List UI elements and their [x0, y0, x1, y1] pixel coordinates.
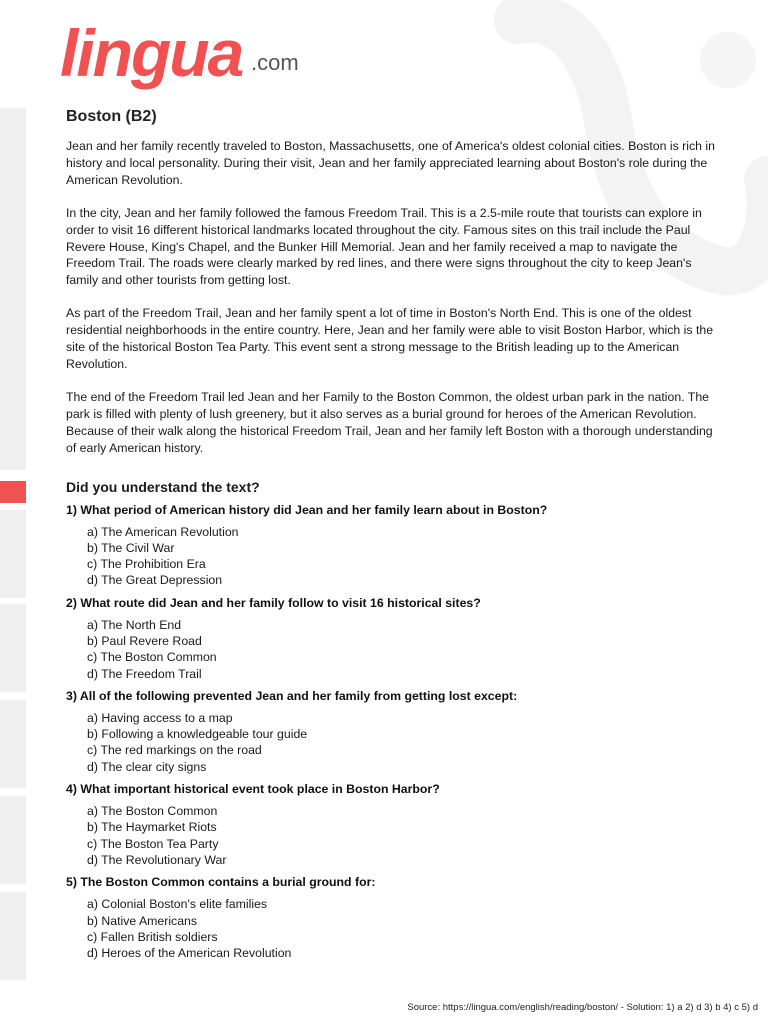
answer-options: [87, 896, 716, 961]
answer-options: [87, 524, 716, 589]
source-footer: Source: https://lingua.com/english/reading/boston/ - Solution: 1) a 2) d 3) b 4) c 5) d: [407, 1002, 758, 1013]
answer-option: d) The Revolutionary War: [87, 852, 227, 867]
answer-options: [87, 617, 716, 682]
answer-option: b) Native Americans: [87, 913, 198, 928]
answer-option: b) The Civil War: [87, 540, 175, 555]
question-text: 4) What important historical event took place in Boston Harbor?: [66, 782, 440, 797]
paragraph: Jean and her family recently traveled to Boston, Massachusetts, one of America's oldest colonial cities. Boston is rich in history and local personality. During their visit, Jean and her family appreciated learning about Boston's role during the American Revolution.: [66, 139, 715, 187]
quiz-question-3: [66, 689, 716, 775]
answer-option: a) The American Revolution: [87, 524, 239, 539]
page-title: Boston (B2): [66, 108, 157, 125]
sidebar-tab: [0, 700, 26, 788]
answer-option: c) The Boston Common: [87, 650, 217, 665]
question-text: 5) The Boston Common contains a burial ground for:: [66, 875, 376, 890]
sidebar-tab: [0, 510, 26, 598]
answer-option: b) Following a knowledgeable tour guide: [87, 727, 308, 742]
quiz-question-4: [66, 782, 716, 868]
answer-option: d) The Great Depression: [87, 573, 223, 588]
answer-option: a) The North End: [87, 617, 182, 632]
logo-main-text: lingua: [60, 16, 243, 90]
answer-option: c) Fallen British soldiers: [87, 929, 218, 944]
sidebar-tab: [0, 796, 26, 884]
answer-option: d) The Freedom Trail: [87, 666, 202, 681]
sidebar-tab: [0, 892, 26, 980]
answer-option: d) Heroes of the American Revolution: [87, 946, 292, 961]
answer-option: b) The Haymarket Riots: [87, 820, 217, 835]
answer-option: a) Having access to a map: [87, 710, 233, 725]
answer-options: [87, 803, 716, 868]
logo-suffix-text: .com: [251, 50, 299, 75]
sidebar-tab-active: [0, 481, 26, 503]
quiz-heading: Did you understand the text?: [66, 478, 260, 495]
paragraph: The end of the Freedom Trail led Jean and her Family to the Boston Common, the oldest urban park in the nation. The park is filled with plenty of lush greenery, but it also serves as a burial ground for heroes of the American Revolution. Because of their walk along the historical Freedom Trail, Jean and her family left Boston with a thorough understanding of early American history.: [66, 389, 713, 455]
question-text: 2) What route did Jean and her family follow to visit 16 historical sites?: [66, 595, 481, 610]
answer-option: c) The red markings on the road: [87, 743, 262, 758]
reading-content: [66, 108, 716, 968]
answer-option: a) The Boston Common: [87, 804, 218, 819]
paragraph: As part of the Freedom Trail, Jean and her family spent a lot of time in Boston's North End. This is one of the oldest residential neighborhoods in the entire country. Here, Jean and her family were able to visit Boston Harbor, which is the site of the historical Boston Tea Party. This event sent a strong message to the British leading up to the American Revolution.: [66, 306, 714, 371]
question-text: 1) What period of American history did Jean and her family learn about in Boston?: [66, 502, 548, 517]
sidebar-tab: [0, 604, 26, 692]
quiz-question-1: [66, 503, 716, 589]
answer-option: a) Colonial Boston's elite families: [87, 897, 268, 912]
answer-option: c) The Prohibition Era: [87, 557, 206, 572]
lingua-logo: [60, 8, 320, 104]
answer-option: b) Paul Revere Road: [87, 633, 202, 648]
quiz-question-5: [66, 875, 716, 961]
answer-options: [87, 710, 716, 775]
quiz-question-2: [66, 596, 716, 682]
answer-option: d) The clear city signs: [87, 759, 207, 774]
question-text: 3) All of the following prevented Jean and her family from getting lost except:: [66, 688, 518, 703]
paragraph: In the city, Jean and her family followed the famous Freedom Trail. This is a 2.5-mile route that tourists can explore in order to visit 16 different historical landmarks located throughout the city. Famous sites on this trail include the Paul Revere House, King's Chapel, and the Bunker Hill Memorial. Jean and her family received a map to navigate the Freedom Trail. The roads were clearly marked by red lines, and there were signs throughout the city to keep Jean's family and other tourists from getting lost.: [66, 205, 702, 288]
sidebar-tab: [0, 108, 26, 470]
answer-option: c) The Boston Tea Party: [87, 836, 219, 851]
